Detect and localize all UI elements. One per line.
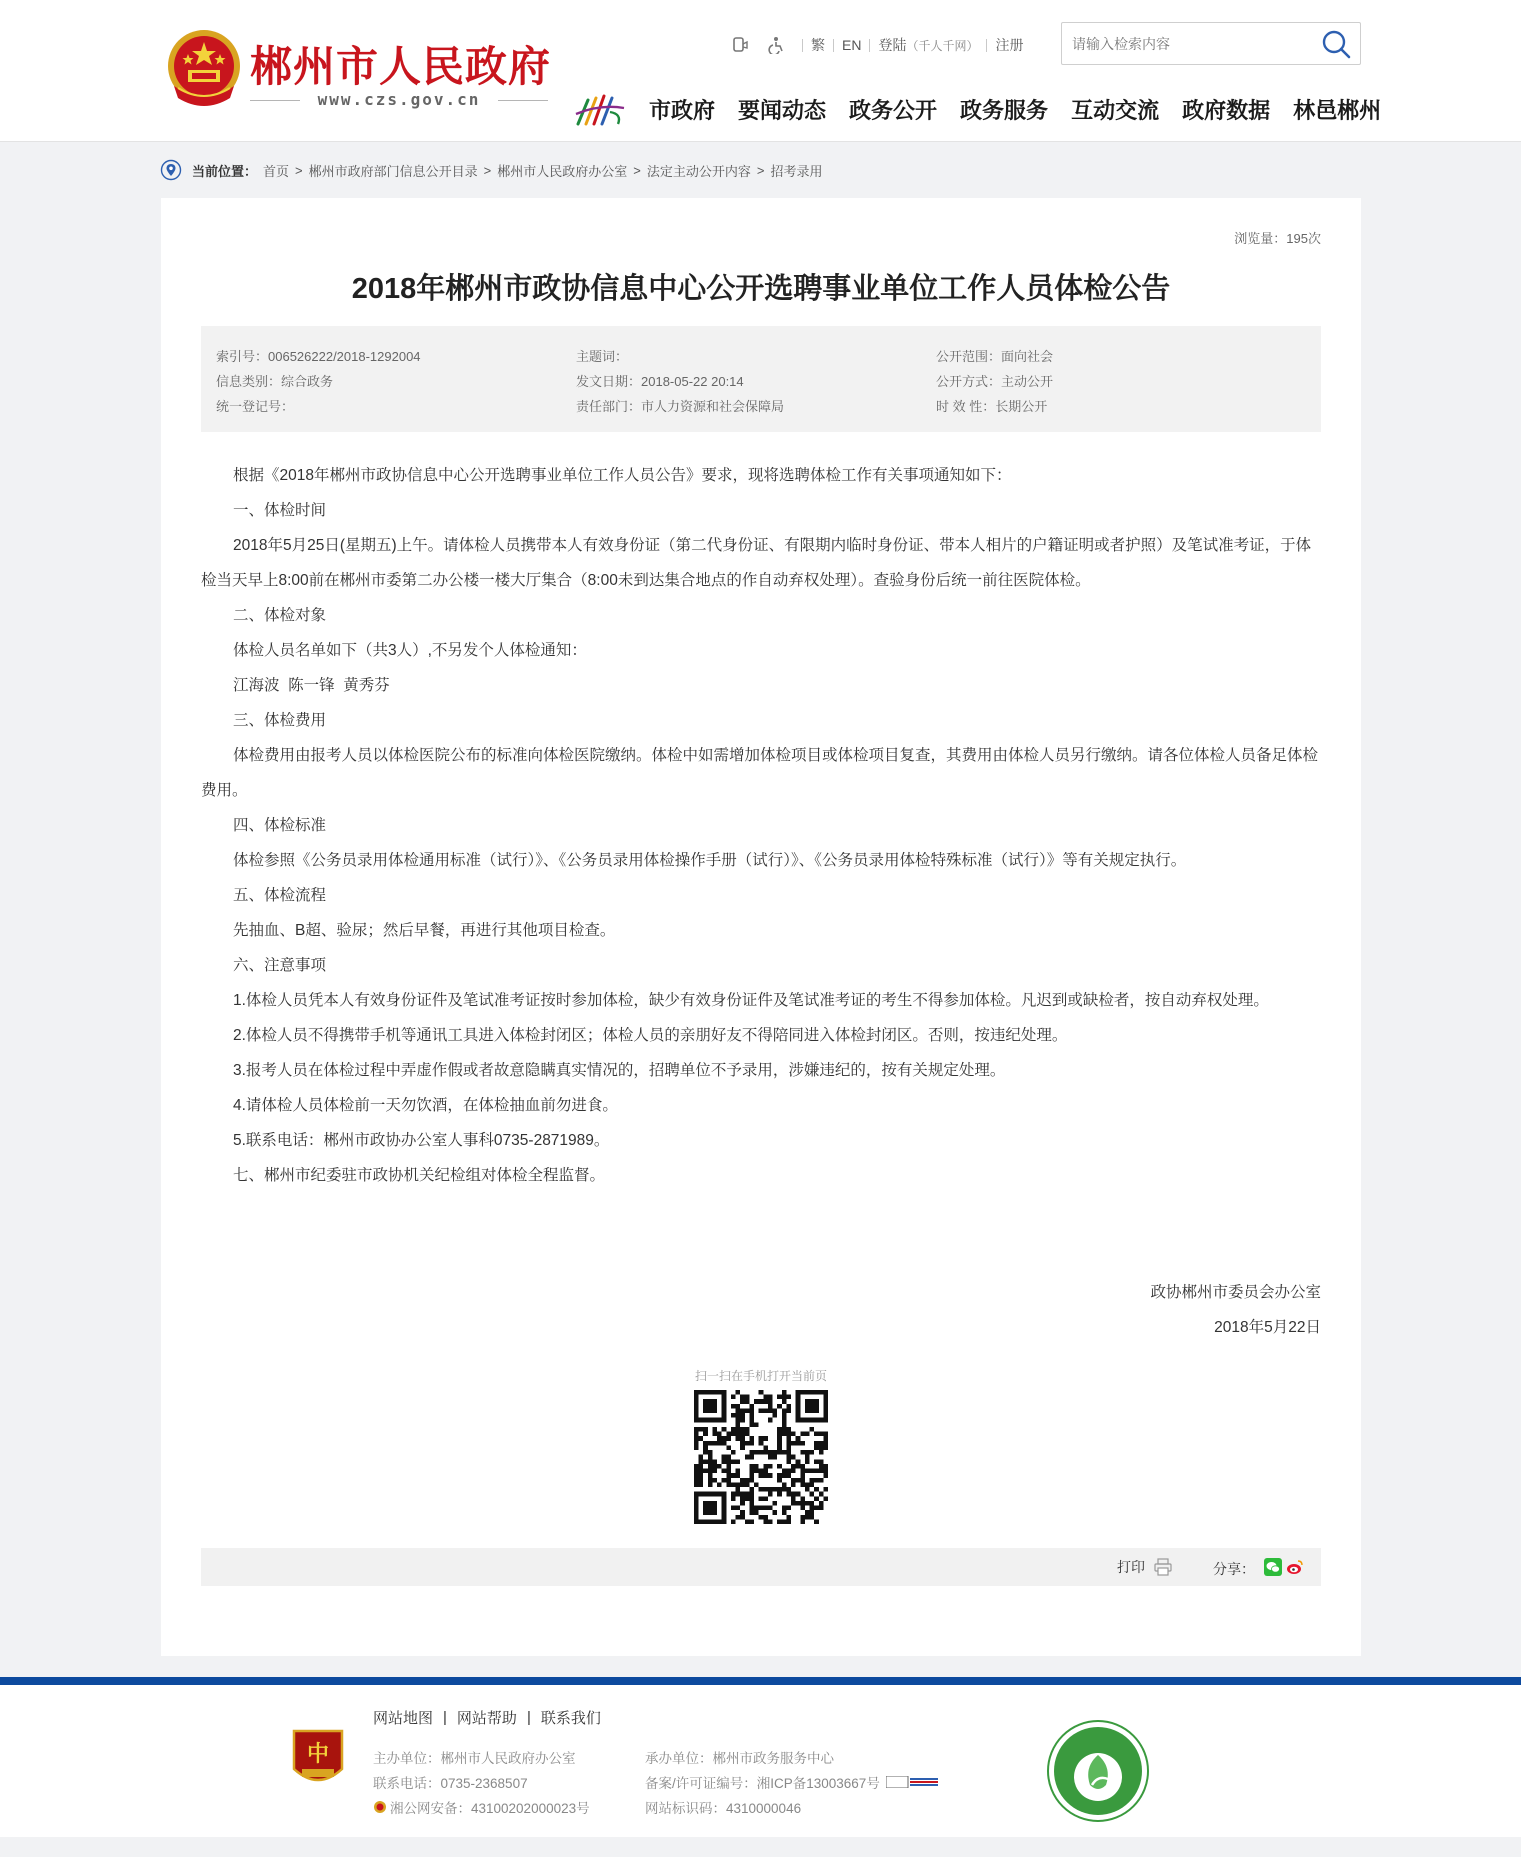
divider <box>869 39 870 52</box>
footer-police-text: 湘公网安备：43100202000023号 <box>390 1801 590 1816</box>
divider <box>833 39 834 52</box>
article-paragraph: 体检人员名单如下（共3人）,不另发个人体检通知： <box>233 642 587 659</box>
footer-link-contact[interactable]: 联系我们 <box>540 1710 601 1727</box>
site-footer <box>0 1685 1521 1837</box>
footer-link-sitemap[interactable]: 网站地图 <box>373 1710 434 1727</box>
meta-dept: 责任部门：市人力资源和社会保障局 <box>576 399 785 414</box>
share-label: 分享： <box>1213 1561 1255 1577</box>
footer-icp[interactable] <box>645 1772 938 1792</box>
meta-subject: 主题词： <box>576 349 629 364</box>
top-toolbar <box>722 34 1023 56</box>
nav-item-linyi-chenzhou[interactable]: 林邑郴州 <box>1293 98 1382 123</box>
qr-section <box>694 1367 828 1524</box>
article-paragraph: 5.联系电话：郴州市政协办公室人事科0735-2871989。 <box>233 1132 610 1149</box>
footer-accent-line <box>0 1677 1521 1685</box>
breadcrumb-gov-office[interactable]: 郴州市人民政府办公室 <box>497 163 628 179</box>
english-link[interactable]: EN <box>842 37 862 53</box>
register-link[interactable]: 注册 <box>995 37 1024 53</box>
article-paragraph: 2018年5月25日(星期五)上午。请体检人员携带本人有效身份证（第二代身份证、有限期内临时身份证、带本人相片的户籍证明或者护照）及笔试准考证，于体检当天早上8:00前在郴州市委第二办公楼一楼大厅集合（8:00未到达集合地点的作自动弃权处理）。查验身份后统一前往医院体检。 <box>201 537 1312 589</box>
footer-organizer: 承办单位：郴州市政务服务中心 <box>645 1751 834 1766</box>
article-title: 2018年郴州市政协信息中心公开选聘事业单位工作人员体检公告 <box>351 273 1171 305</box>
print-icon <box>1153 1558 1173 1576</box>
search-input[interactable] <box>1072 33 1302 55</box>
city-logo-icon <box>574 90 626 132</box>
article-section-heading: 四、体检标准 <box>233 817 327 834</box>
police-badge-icon <box>373 1800 387 1814</box>
meta-pub-date: 发文日期：2018-05-22 20:14 <box>576 374 744 389</box>
breadcrumb <box>160 158 822 182</box>
article-body <box>201 458 1321 1193</box>
article-section-heading: 一、体检时间 <box>233 502 327 519</box>
sign-language-icon[interactable] <box>730 36 750 54</box>
accessibility-icon[interactable] <box>766 36 786 54</box>
meta-reg-no: 统一登记号： <box>216 399 295 414</box>
article-signature <box>1150 1275 1321 1345</box>
breadcrumb-statutory-content[interactable]: 法定主动公开内容 <box>646 163 751 179</box>
location-pin-icon <box>160 159 182 181</box>
divider: | <box>443 1709 447 1726</box>
icp-badge-icon <box>886 1776 938 1788</box>
divider <box>802 39 803 52</box>
main-nav <box>649 94 1381 125</box>
login-sub-label[interactable]: （千人千网） <box>906 38 979 53</box>
meta-index-no: 索引号：006526222/2018-1292004 <box>216 349 421 364</box>
article-paragraph: 3.报考人员在体检过程中弄虚作假或者故意隐瞒真实情况的，招聘单位不予录用，涉嫌违纪的，按有关规定处理。 <box>233 1062 1006 1079</box>
footer-site-code: 网站标识码：4310000046 <box>645 1801 802 1816</box>
divider <box>986 39 987 52</box>
nav-item-gov-data[interactable]: 政府数据 <box>1182 98 1271 123</box>
article-section-heading: 三、体检费用 <box>233 712 327 729</box>
article-paragraph: 1.体检人员凭本人有效身份证件及笔试准考证按时参加体检，缺少有效身份证件及笔试准考证的考生不得参加体检。凡迟到或缺检者，按自动弃权处理。 <box>233 992 1269 1009</box>
footer-links <box>373 1707 601 1728</box>
site-header <box>0 0 1521 142</box>
article-section-heading: 六、注意事项 <box>233 957 327 974</box>
svg-text:中: 中 <box>306 1741 330 1767</box>
breadcrumb-separator: > <box>295 162 303 178</box>
meta-method: 公开方式：主动公开 <box>936 374 1054 389</box>
article-paragraph: 体检参照《公务员录用体检通用标准（试行）》、《公务员录用体检操作手册（试行）》、《公务员录用体检特殊标准（试行）》等有关规定执行。 <box>233 852 1187 869</box>
article-paragraph: 江海波 陈一锋 黄秀芬 <box>233 677 390 694</box>
footer-link-help[interactable]: 网站帮助 <box>456 1710 517 1727</box>
qr-caption: 扫一扫在手机打开当前页 <box>694 1369 827 1383</box>
party-gov-badge-icon[interactable] <box>290 1725 346 1791</box>
breadcrumb-separator: > <box>633 162 641 178</box>
breadcrumb-dept-catalog[interactable]: 郴州市政府部门信息公开目录 <box>308 163 478 179</box>
breadcrumb-recruitment[interactable]: 招考录用 <box>770 163 823 179</box>
search-box <box>1061 22 1361 65</box>
weibo-icon[interactable] <box>1286 1558 1304 1576</box>
article-section-heading: 七、郴州市纪委驻市政协机关纪检组对体检全程监督。 <box>233 1167 606 1184</box>
article-paragraph: 体检费用由报考人员以体检医院公布的标准向体检医院缴纳。体检中如需增加体检项目或体检项目复查，其费用由体检人员另行缴纳。请各位体检人员备足体检费用。 <box>201 747 1319 799</box>
nav-item-gov-services[interactable]: 政务服务 <box>960 98 1049 123</box>
nav-item-news[interactable]: 要闻动态 <box>738 98 827 123</box>
site-name: 郴州市人民政府 <box>250 42 552 91</box>
article-section-heading: 二、体检对象 <box>233 607 327 624</box>
footer-phone: 联系电话：0735-2368507 <box>373 1776 528 1791</box>
wechat-icon[interactable] <box>1264 1558 1282 1576</box>
article-section-heading: 五、体检流程 <box>233 887 327 904</box>
breadcrumb-label: 当前位置： <box>192 163 258 179</box>
national-emblem-icon[interactable] <box>164 26 244 112</box>
article-meta-panel <box>201 326 1321 432</box>
article-paragraph: 2.体检人员不得携带手机等通讯工具进入体检封闭区；体检人员的亲朋好友不得陪同进入体检封闭区。否则，按违纪处理。 <box>233 1027 1068 1044</box>
meta-scope: 公开范围：面向社会 <box>936 349 1054 364</box>
share-bar <box>201 1548 1321 1586</box>
article-paragraph: 4.请体检人员体检前一天勿饮酒，在体检抽血前勿进食。 <box>233 1097 618 1114</box>
footer-icp-text: 备案/许可证编号：湘ICP备13003667号 <box>645 1776 880 1791</box>
divider: | <box>526 1709 531 1726</box>
nav-item-gov-affairs-open[interactable]: 政务公开 <box>849 98 938 123</box>
breadcrumb-separator: > <box>483 162 492 178</box>
meta-validity: 时 效 性：长期公开 <box>936 399 1048 414</box>
signer: 政协郴州市委员会办公室 <box>1150 1284 1321 1301</box>
site-url <box>250 90 548 110</box>
view-count: 浏览量：195次 <box>1234 231 1321 246</box>
article-card <box>161 198 1361 1656</box>
breadcrumb-home[interactable]: 首页 <box>263 163 290 179</box>
print-label: 打印 <box>1117 1559 1145 1575</box>
sign-date: 2018年5月22日 <box>1214 1319 1321 1336</box>
footer-sponsor: 主办单位：郴州市人民政府办公室 <box>373 1751 576 1766</box>
site-url-text: www.czs.gov.cn <box>317 90 481 109</box>
nav-item-interaction[interactable]: 互动交流 <box>1071 98 1160 123</box>
print-button[interactable] <box>1117 1557 1173 1577</box>
traditional-chinese-link[interactable]: 繁 <box>811 37 825 53</box>
qr-code <box>694 1390 828 1524</box>
article-paragraph: 根据《2018年郴州市政协信息中心公开选聘事业单位工作人员公告》要求，现将选聘体检工作有关事项通知如下： <box>233 467 1012 484</box>
login-link[interactable]: 登陆 <box>878 37 907 53</box>
search-icon[interactable] <box>1320 29 1352 59</box>
meta-category: 信息类别：综合政务 <box>216 374 334 389</box>
breadcrumb-separator: > <box>756 162 765 178</box>
civilization-badge-icon[interactable] <box>1046 1719 1150 1823</box>
article-paragraph: 先抽血、B超、验尿；然后早餐，再进行其他项目检查。 <box>233 922 616 939</box>
nav-item-city-government[interactable]: 市政府 <box>649 98 716 123</box>
footer-police-record[interactable] <box>373 1797 590 1817</box>
